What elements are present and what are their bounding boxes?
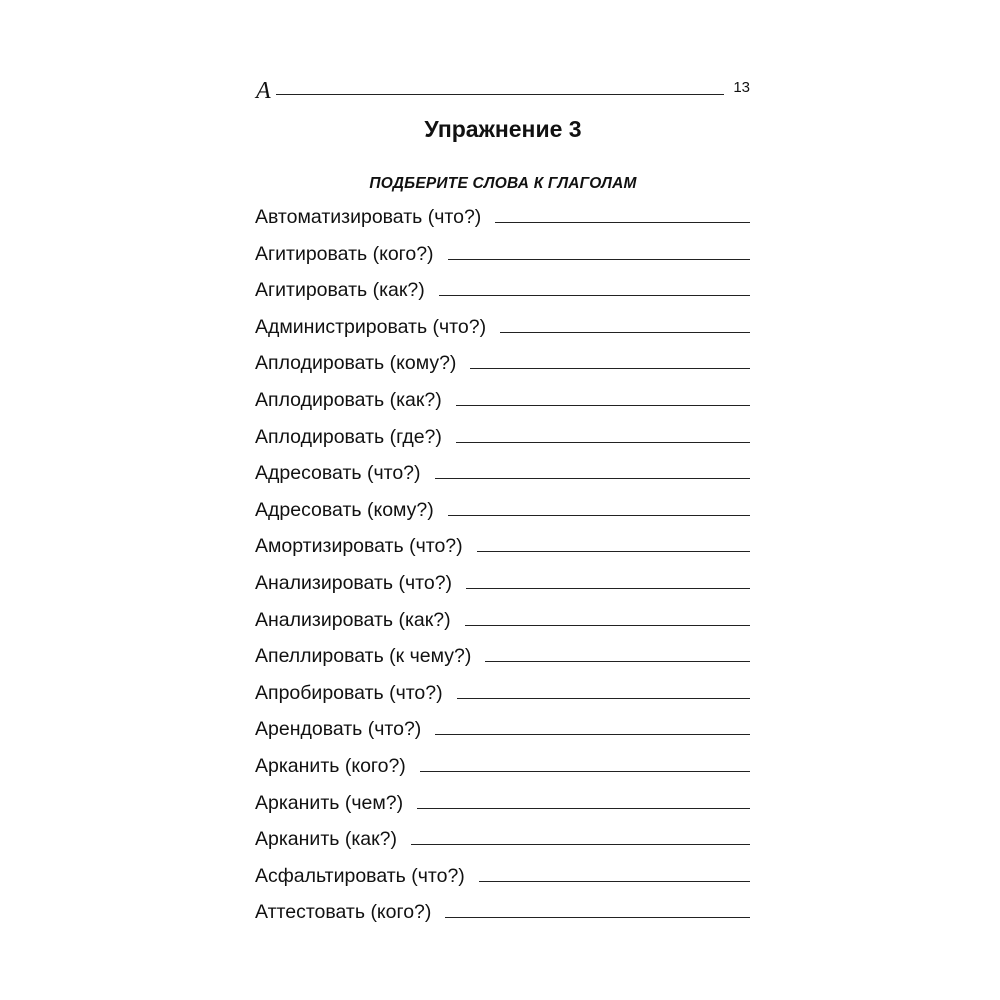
exercise-row bbox=[255, 822, 750, 859]
exercise-row bbox=[255, 493, 750, 530]
exercise-row bbox=[255, 859, 750, 896]
answer-line[interactable] bbox=[445, 895, 750, 918]
verb-prompt: Адресовать (кому?) bbox=[255, 498, 434, 521]
answer-line[interactable] bbox=[485, 639, 750, 662]
exercise-row bbox=[255, 749, 750, 786]
exercise-row bbox=[255, 383, 750, 420]
verb-prompt: Агитировать (кого?) bbox=[255, 242, 434, 265]
page-header bbox=[256, 78, 750, 104]
answer-line[interactable] bbox=[477, 529, 750, 552]
answer-line[interactable] bbox=[420, 749, 750, 772]
answer-line[interactable] bbox=[439, 273, 750, 296]
verb-prompt: Агитировать (как?) bbox=[255, 279, 425, 302]
verb-prompt: Аттестовать (кого?) bbox=[255, 901, 432, 924]
exercise-row bbox=[255, 712, 750, 749]
verb-prompt: Аплодировать (где?) bbox=[255, 425, 442, 448]
exercise-instruction: ПОДБЕРИТЕ СЛОВА К ГЛАГОЛАМ bbox=[369, 175, 637, 192]
answer-line[interactable] bbox=[466, 566, 750, 589]
answer-line[interactable] bbox=[411, 822, 750, 845]
verb-prompt: Автоматизировать (что?) bbox=[255, 206, 482, 228]
verb-prompt: Анализировать (как?) bbox=[255, 608, 451, 631]
exercise-title: Упражнение 3 bbox=[424, 116, 582, 142]
header-rule bbox=[276, 94, 724, 95]
answer-line[interactable] bbox=[470, 346, 750, 369]
exercise-row bbox=[255, 529, 750, 566]
exercise-row bbox=[255, 273, 750, 310]
verb-prompt: Аплодировать (кому?) bbox=[255, 352, 457, 375]
answer-line[interactable] bbox=[456, 383, 750, 406]
exercise-row bbox=[255, 603, 750, 640]
section-letter: A bbox=[256, 78, 271, 104]
exercise-row bbox=[255, 346, 750, 383]
verb-prompt: Амортизировать (что?) bbox=[255, 535, 463, 558]
answer-line[interactable] bbox=[435, 456, 750, 479]
verb-prompt: Адресовать (что?) bbox=[255, 462, 421, 485]
answer-line[interactable] bbox=[465, 603, 750, 626]
exercise-row bbox=[255, 420, 750, 457]
exercise-row bbox=[255, 200, 750, 237]
verb-prompt: Арканить (чем?) bbox=[255, 791, 404, 814]
answer-line[interactable] bbox=[448, 237, 750, 260]
verb-prompt: Анализировать (что?) bbox=[255, 571, 453, 594]
exercise-row bbox=[255, 676, 750, 713]
verb-prompt: Аплодировать (как?) bbox=[255, 388, 442, 411]
verb-prompt: Апробировать (что?) bbox=[255, 681, 443, 704]
exercise-row bbox=[255, 566, 750, 603]
verb-prompt: Арендовать (что?) bbox=[255, 718, 422, 741]
exercise-row bbox=[255, 895, 750, 932]
exercise-row bbox=[255, 310, 750, 347]
exercise-row bbox=[255, 786, 750, 823]
verb-prompt: Администрировать (что?) bbox=[255, 315, 487, 338]
answer-line[interactable] bbox=[457, 676, 750, 699]
answer-line[interactable] bbox=[500, 310, 750, 333]
verb-prompt: Апеллировать (к чему?) bbox=[255, 645, 472, 668]
verb-prompt: Арканить (как?) bbox=[255, 828, 397, 851]
answer-line[interactable] bbox=[417, 786, 750, 809]
exercise-row bbox=[255, 456, 750, 493]
exercise-row bbox=[255, 639, 750, 676]
answer-line[interactable] bbox=[435, 712, 750, 735]
exercise-list bbox=[255, 200, 750, 932]
verb-prompt: Асфальтировать (что?) bbox=[255, 864, 465, 887]
page-number: 13 bbox=[733, 79, 750, 96]
verb-prompt: Арканить (кого?) bbox=[255, 754, 406, 777]
answer-line[interactable] bbox=[448, 493, 750, 516]
answer-line[interactable] bbox=[479, 859, 750, 882]
answer-line[interactable] bbox=[495, 200, 750, 223]
exercise-row bbox=[255, 237, 750, 274]
answer-line[interactable] bbox=[456, 420, 750, 443]
